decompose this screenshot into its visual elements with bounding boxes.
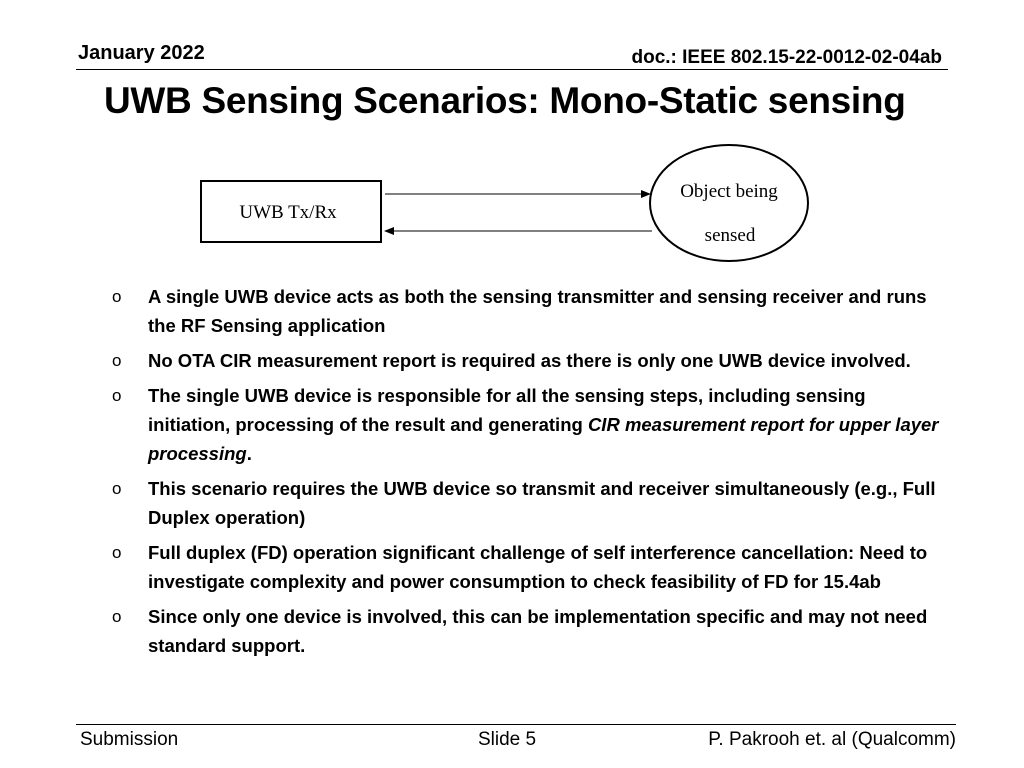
header-date: January 2022 [78,42,205,64]
list-item [112,282,952,340]
sensed-object-label-line2: sensed [704,225,756,246]
bullet-text: Full duplex (FD) operation significant challenge of self interference cancellation: Need to investigate complexity and power consumption to check feasibility of FD for 15.4ab [148,542,928,592]
bullet-tail: . [246,443,252,464]
bullet-text: The single UWB device is responsible for all the sensing steps, including sensing initiation, processing of the result and generating [148,385,866,435]
bullet-marker: o [112,287,122,306]
mono-static-diagram [0,0,1024,280]
footer-divider [76,724,956,725]
bullet-marker: o [112,386,122,405]
footer-slide-number: Slide 5 [478,729,537,750]
bullet-text: Since only one device is involved, this can be implementation specific and may not need standard support. [148,606,928,656]
list-item [112,346,952,375]
bullet-text: No OTA CIR measurement report is required as there is only one UWB device involved. [148,350,911,371]
footer-author: P. Pakrooh et. al (Qualcomm) [708,729,956,750]
list-item [112,602,952,660]
list-item [112,381,952,468]
bullet-emphasis: CIR measurement report for upper layer processing [148,414,939,464]
bullet-text: A single UWB device acts as both the sensing transmitter and sensing receiver and runs the RF Sensing application [148,286,927,336]
list-item [112,538,952,596]
bullet-text: This scenario requires the UWB device so transmit and receiver simultaneously (e.g., Full Duplex operation) [148,478,936,528]
bullet-marker: o [112,351,122,370]
uwb-device-label: UWB Tx/Rx [239,202,337,223]
bullet-marker: o [112,607,122,626]
footer-submission: Submission [80,729,179,750]
bullet-list [112,282,952,666]
list-item [112,474,952,532]
sensed-object-label-line1: Object being [680,181,778,202]
bullet-marker: o [112,543,122,562]
bullet-marker: o [112,479,122,498]
slide-title: UWB Sensing Scenarios: Mono-Static sensing [104,80,906,121]
header-doc-id: doc.: IEEE 802.15-22-0012-02-04ab [631,47,942,68]
